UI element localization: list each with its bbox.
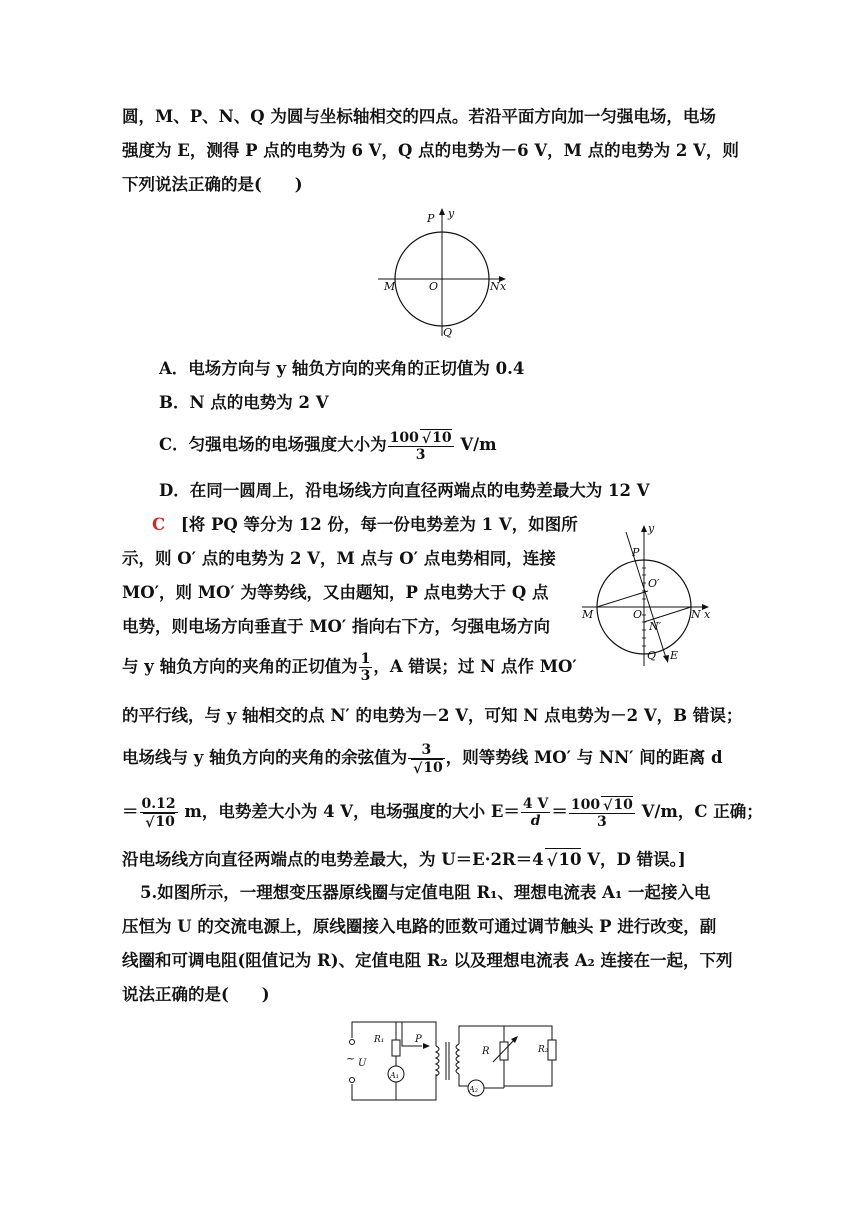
solution-fraction-1-3 xyxy=(359,651,373,684)
label-r2: R₂ xyxy=(538,1045,549,1055)
sol-label-y: y xyxy=(648,522,655,535)
option-b: B．N 点的电势为 2 V xyxy=(159,393,329,412)
sol-label-q: Q xyxy=(647,649,657,662)
option-a: A．电场方向与 y 轴负方向的夹角的正切值为 0.4 xyxy=(159,359,525,378)
e1-num: 4 V xyxy=(522,796,549,812)
transformer-circuit-figure xyxy=(338,1016,570,1110)
sol-label-o: O xyxy=(633,608,643,621)
label-x: x xyxy=(500,280,507,293)
sol-label-p: P xyxy=(632,546,640,559)
label-q: Q xyxy=(443,326,453,339)
e2-num-rad: √ 10 xyxy=(601,796,633,813)
solution-fraction-cos xyxy=(408,742,445,776)
solution-text-7a: 电场线与 y 轴负方向的夹角的余弦值为 xyxy=(122,748,408,767)
sol-label-x: x xyxy=(704,608,711,621)
q4-circle-figure xyxy=(376,204,510,344)
c-den: 3 xyxy=(415,446,426,463)
sol-label-m: M xyxy=(582,608,594,621)
solution-line-6: 的平行线，与 y 轴相交的点 N′ 的电势为－2 V，可知 N 点电势为－2 V，B 错误； xyxy=(122,706,743,725)
solution-line-3: MO′，则 MO′ 为等势线，又由题知，P 点电势大于 Q 点 xyxy=(122,583,549,602)
option-c-fraction xyxy=(388,429,454,463)
solution-text-5a: 与 y 轴负方向的夹角的正切值为 xyxy=(122,657,358,676)
solution-text-9a: 沿电场线方向直径两端点的电势差最大，为 U＝E·2R＝4 xyxy=(122,850,544,869)
option-c-unit: V/m xyxy=(460,435,497,454)
label-p: P xyxy=(427,212,435,225)
label-ac-source: ~ xyxy=(346,1052,356,1065)
label-y: y xyxy=(448,207,455,220)
solution-line-2: 示，则 O′ 点的电势为 2 V，M 点与 O′ 点电势相同，连接 xyxy=(122,549,556,568)
e2-num: 100 xyxy=(570,796,601,813)
e-fraction-1 xyxy=(521,796,550,829)
d-num: 0.12 xyxy=(141,795,176,812)
eq-sign-2: ＝ xyxy=(551,802,568,821)
sol-label-n1: N′ xyxy=(649,620,662,633)
q5-stem-line-3: 线圈和可调电阻(阻值记为 R)、定值电阻 R₂ 以及理想电流表 A₂ 连接在一起，下列 xyxy=(122,951,733,970)
solution-line-7 xyxy=(122,738,723,778)
label-n: N xyxy=(490,280,500,293)
solution-line-4: 电势，则电场方向垂直于 MO′ 指向右下方，匀强电场方向 xyxy=(122,617,550,636)
d-den-rad: √ 10 xyxy=(143,813,175,830)
sol-label-n: N xyxy=(691,608,701,621)
solution-line-1 xyxy=(152,514,578,536)
field-arrow xyxy=(663,655,669,663)
solution-line-8 xyxy=(122,792,763,832)
sol-label-e: E xyxy=(670,649,679,662)
q4-stem-line-2: 强度为 E，测得 P 点的电势为 6 V，Q 点的电势为－6 V，M 点的电势为 2 V，则 xyxy=(122,141,739,160)
solution-text-1: [将 PQ 等分为 12 份，每一份电势差为 1 V，如图所 xyxy=(180,515,578,534)
label-r1: R₁ xyxy=(374,1035,385,1045)
label-r: R xyxy=(482,1046,490,1057)
label-o: O xyxy=(429,280,439,293)
e1-den: d xyxy=(530,813,541,829)
solution-line-9 xyxy=(122,848,686,871)
d-fraction xyxy=(140,796,178,830)
option-c-text: C．匀强电场的电场强度大小为 xyxy=(159,435,387,454)
answer-letter: C xyxy=(152,515,166,534)
slider-arrow xyxy=(423,1043,430,1049)
solution-text-9b: V，D 错误。] xyxy=(587,850,686,869)
option-c xyxy=(159,426,497,464)
label-a2: A₂ xyxy=(469,1085,478,1094)
y-axis-arrow xyxy=(439,208,445,215)
cos-den-rad: √ 10 xyxy=(411,759,443,776)
solution-circle-figure xyxy=(578,520,724,670)
option-d: D．在同一圆周上，沿电场线方向直径两端点的电势差最大为 12 V xyxy=(159,481,650,500)
q4-stem-line-1: 圆，M、P、N、Q 为圆与坐标轴相交的四点。若沿平面方向加一匀强电场，电场 xyxy=(122,107,716,126)
c-rad: √ 10 xyxy=(420,429,452,446)
frac-num: 1 xyxy=(360,651,371,667)
line-mo1 xyxy=(597,591,648,607)
frac-den: 3 xyxy=(360,668,371,684)
solution-text-8a: m，电势差大小为 4 V，电场强度的大小 E＝ xyxy=(184,802,520,821)
solution-text-7b: ，则等势线 MO′ 与 NN′ 间的距离 d xyxy=(445,748,723,767)
solution-text-8b: V/m，C 正确； xyxy=(641,802,763,821)
core-lines xyxy=(446,1042,449,1080)
label-a1: A₁ xyxy=(390,1071,399,1080)
e2-den: 3 xyxy=(596,813,607,830)
q5-stem-line-2: 压恒为 U 的交流电源上，原线圈接入电路的匝数可通过调节触头 P 进行改变，副 xyxy=(122,917,717,936)
label-p-contact: P xyxy=(415,1034,422,1045)
c-num: 100 xyxy=(389,429,419,446)
solution-line-5 xyxy=(122,648,577,686)
sol-label-o1: O′ xyxy=(648,577,660,590)
u-rad: √ 10 xyxy=(545,848,582,871)
label-m: M xyxy=(384,280,396,293)
cos-num: 3 xyxy=(408,742,445,759)
q5-stem-line-1: 5.如图所示，一理想变压器原线圈与定值电阻 R₁、理想电流表 A₁ 一起接入电 xyxy=(140,883,711,902)
sol-y-axis-arrow xyxy=(641,525,647,532)
label-u: U xyxy=(358,1058,367,1069)
q4-stem-line-3: 下列说法正确的是( ) xyxy=(122,175,303,194)
solution-text-5b: ，A 错误；过 N 点作 MO′ xyxy=(373,657,577,676)
q5-stem-line-4: 说法正确的是( ) xyxy=(122,985,270,1004)
eq-sign: ＝ xyxy=(122,802,139,821)
e-fraction-2 xyxy=(569,796,635,830)
